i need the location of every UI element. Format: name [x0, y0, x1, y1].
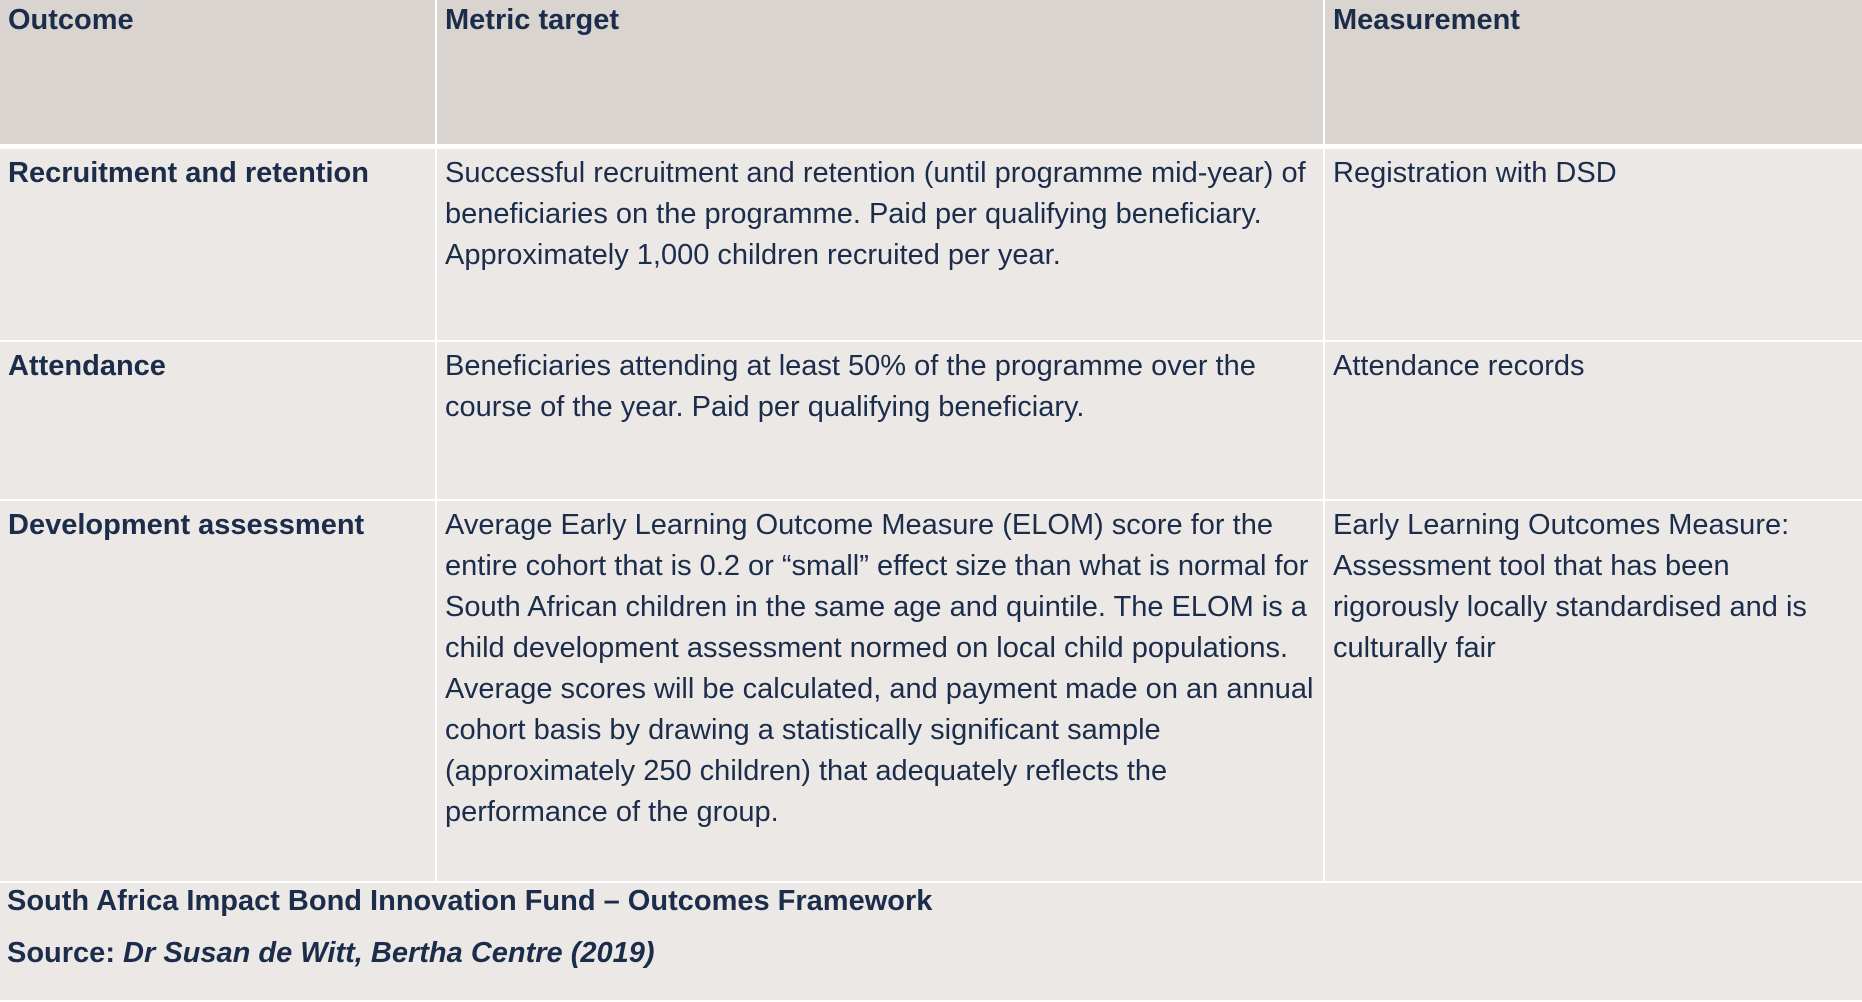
table-header	[0, 0, 1862, 146]
measurement-cell: Attendance records	[1324, 341, 1862, 500]
metric-target-cell: Average Early Learning Outcome Measure (ELOM) score for the entire cohort that is 0.2 or “small” effect size than what is normal for South African children in the same age and quintile. The ELOM is a child development assessment normed on local child populations. Average scores will be calculated, and payment made on an annual cohort basis by drawing a statistically significant sample (approximately 250 children) that adequately reflects the performance of the group.	[436, 500, 1324, 882]
table-body	[0, 146, 1862, 882]
outcome-cell: Attendance	[0, 341, 436, 500]
table-caption: South Africa Impact Bond Innovation Fund – Outcomes Framework	[7, 885, 933, 917]
header-row	[0, 0, 1862, 146]
header-outcome: Outcome	[0, 0, 436, 146]
metric-target-cell: Successful recruitment and retention (until programme mid-year) of beneficiaries on the programme. Paid per qualifying beneficiary. Approximately 1,000 children recruited per year.	[436, 146, 1324, 341]
measurement-cell: Registration with DSD	[1324, 146, 1862, 341]
header-metric-target: Metric target	[436, 0, 1324, 146]
outcome-cell: Recruitment and retention	[0, 146, 436, 341]
outcome-cell: Development assessment	[0, 500, 436, 882]
table-row	[0, 500, 1862, 882]
table-row	[0, 146, 1862, 341]
measurement-cell: Early Learning Outcomes Measure: Assessment tool that has been rigorously locally standardised and is culturally fair	[1324, 500, 1862, 882]
source-label: Source:	[7, 937, 124, 969]
metric-target-cell: Beneficiaries attending at least 50% of the programme over the course of the year. Paid per qualifying beneficiary.	[436, 341, 1324, 500]
source-line	[7, 933, 655, 973]
header-measurement: Measurement	[1324, 0, 1862, 146]
table-row	[0, 341, 1862, 500]
source-author: Dr Susan de Witt, Bertha Centre (2019)	[123, 937, 655, 969]
